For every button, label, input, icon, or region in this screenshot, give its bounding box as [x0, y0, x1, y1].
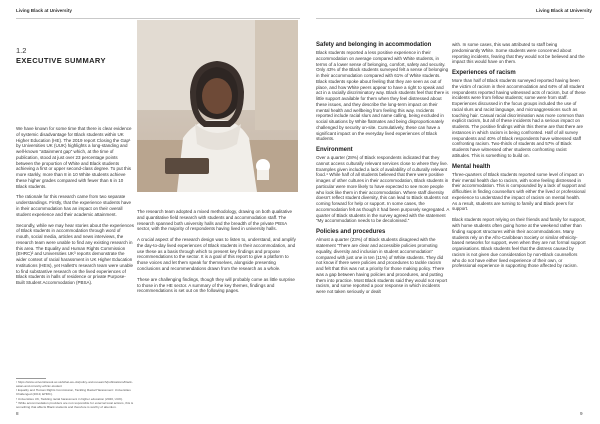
- subheading-mental-health: Mental health: [452, 163, 491, 170]
- footnote: ² Equality and Human Rights Commission, Tackling Racial Harassment: Universities Challenged (2019, EHRC).: [16, 388, 131, 397]
- body-paragraph: Over a quarter (28%) of Black respondents indicated that they cannot access culturally relevant services close to where they live. Examples given included a lack of availability of culturally relevant food.⁴ While half of all students believed that there were positive images of other cultures in their accommodation, Black students in particular were more likely to have expected to see more people who look like them in their accommodation. Where staff diversity doesn’t reflect student diversity, this can lead to Black students not coming forward for help or support. In some cases, the accommodation felt as though it had been purposely segregated. A quarter of Black students in the survey agreed with the statement “My accommodation needs to be decolonised.”: [316, 155, 450, 224]
- body-paragraph: Three-quarters of Black students reported some level of impact on their mental health due to racism, with some feeling distressed in their accommodation. This is compounded by a lack of support and difficulties in finding counsellors with either the lived or professional experience to understand the impact of racism on mental health. As a result, students are turning to family and Black peers for support.: [452, 171, 586, 212]
- column-3: [316, 42, 450, 300]
- subheading-racism: Experiences of racism: [452, 70, 516, 77]
- body-paragraph: We have known for some time that there is clear evidence of systemic disadvantage for Black students within UK Higher Education (HE). The 2019 report Closing the Gap¹ by Universities UK (UUK) highlights a long-standing and well-known “attainment gap” which, at the time of publication, stood at just over 23 percentage points between the proportion of White and Black students achieving a first or upper second-class degree. To put this more starkly, more than 8 in 10 White students achieve these higher grades compared with fewer than 6 in 10 Black students.: [16, 126, 132, 189]
- subheading-policies: Policies and procedures: [316, 229, 386, 236]
- body-paragraph: Black students reported a less positive experience in their accommodation on average compared with White students, in terms of a lower sense of belonging, comfort, safety and security. Only 43% of the Black students surveyed felt a sense of belonging in their accommodation compared with 61% of White students. Black students spoke about feeling that they are seen as out of place, and how White peers appear to have a right to speak and act in a racially discriminatory way. Black students feel that there is little support available for them when they feel distressed about these issues, and they describe the long-term impact on their mental health and wellbeing from feeling this way. Incidents reported include racial slurs and name calling, being excluded in social situations by White flatmates and being disproportionately challenged by security on-site. Cumulatively, these can have a significant impact on the everyday lived experiences of Black students.: [316, 50, 449, 142]
- student-photo: [137, 20, 298, 192]
- header-rule-right: [316, 18, 584, 19]
- column-2: [137, 209, 298, 299]
- column-1: [16, 126, 134, 291]
- footnote-rule: [16, 378, 46, 379]
- body-paragraph: The rationale for this research came from two separate understandings. Firstly, that the experience students have in their accommodation has an impact on their overall student experience and their academic attainment.: [16, 194, 131, 217]
- body-paragraph: Secondly, while we may hear stories about the experiences of Black students in accommodation through word of mouth, social media, articles and news interviews, the research team were unable to find any existing research in this area. The Equality and Human Rights Commission (EHRC)² and Universities UK³ reports demonstrate the wider context of racial harassment in UK Higher Education Institutions (HEIs), yet Hallett’s research team were unable to find substantive research on the lived experiences of Black students in halls of residence or private Purpose-Built Student Accommodation (PBSA).: [16, 222, 134, 286]
- body-paragraph: with. In some cases, this was attributed to staff being predominantly White. Some students were concerned about reporting incidents, fearing that they would not be believed and the impact this would have on them.: [452, 42, 585, 65]
- subheading-environment: Environment: [316, 147, 353, 154]
- photo-illustration: [137, 20, 298, 192]
- subheading-safety: Safety and belonging in accommodation: [316, 42, 432, 48]
- body-paragraph: The research team adopted a mixed methodology, drawing on both qualitative and quantitative field research with students and accommodation staff. The research spanned both university halls and the breadth of the private PBSA sector, with the majority of respondents having lived in university halls.: [137, 209, 293, 232]
- body-paragraph: These are challenging findings, though they will probably come as little surprise to those in the HE sector. A summary of the key themes, findings and recommendations is set out on the following pages.: [137, 276, 295, 294]
- section-number: 1.2: [16, 46, 27, 55]
- body-paragraph: A crucial aspect of the research design was to listen to, understand, and amplify the day-to-day lived experiences of Black students in their accommodation, and use these as a basis through which to present key findings and propose recommendations to the sector. It is a goal of this report to give a platform to those voices and let them speak for themselves, alongside presenting conclusions and recommendations drawn from the research as a whole.: [137, 237, 296, 271]
- footnote: ³ Universities UK, Tackling racial harassment in higher education (2020, UUK).: [16, 396, 124, 401]
- footnote: ⁴ While accommodation providers are not responsible for external local actions, this is something that affects Black students and therefore is worthy of attention.: [16, 401, 134, 410]
- body-paragraph: More than half of Black students surveyed reported having been the victim of racism in their accommodation and 64% of all student respondents reported having witnessed acts of racism, but of these incidents were from fellow students; some were from staff. Experiences discussed in the focus groups included the use of racial slurs and racist language, and microaggressions such as touching hair. Casual racial discrimination was more common than explicit racism, but all of these incidents had a serious impact on students. The positive findings within this theme are that there are instances in which racism is being confronted. Half of all survey respondents and 40% of Black respondents have witnessed staff confronting racism. Two-thirds of students and 57% of Black students have witnessed other students confronting racist attitudes. This is something to build on.: [452, 78, 586, 158]
- page-number-left: 8: [16, 411, 19, 416]
- body-paragraph: Almost a quarter (23%) of Black students disagreed with the statement “There are clear and accessible policies promoting equality, diversity and inclusion in student accommodation” compared with just one in ten (11%) of White students. They did not know if there were policies and procedures to tackle racism and felt that this was not a priority for those making policy. There was a gap between having policies and procedures, and putting them into practice. Most Black students said they would not report racism, and some reported a poor response in which incidents were not taken seriously or dealt: [316, 237, 448, 295]
- page-number-right: 9: [580, 411, 583, 416]
- column-4: [452, 42, 586, 274]
- body-paragraph: Black students report relying on their friends and family for support, with home students often going home at the weekend rather than finding support structures within their accommodations. Many students rely on the Afro-Caribbean Society or similar ethnicity-based networks for support, even when they are not formal support organisations. Black students feel that the distress caused by racism is not given due consideration by non-Black counsellors who do not have either lived experience of their own, or professional experience in supporting those affected by racism.: [452, 217, 586, 269]
- running-header-left: Living Black at University: [16, 8, 72, 13]
- section-title: EXECUTIVE SUMMARY: [16, 56, 106, 65]
- footnote: ¹ https://www.universitiesuk.ac.uk/what-we-do/policy-and-research/publications/black-asian-and-minority-ethnic-student: [16, 380, 133, 388]
- header-rule-left: [16, 18, 300, 19]
- footnotes: [16, 381, 136, 411]
- running-header-right: Living Black at University: [536, 8, 592, 13]
